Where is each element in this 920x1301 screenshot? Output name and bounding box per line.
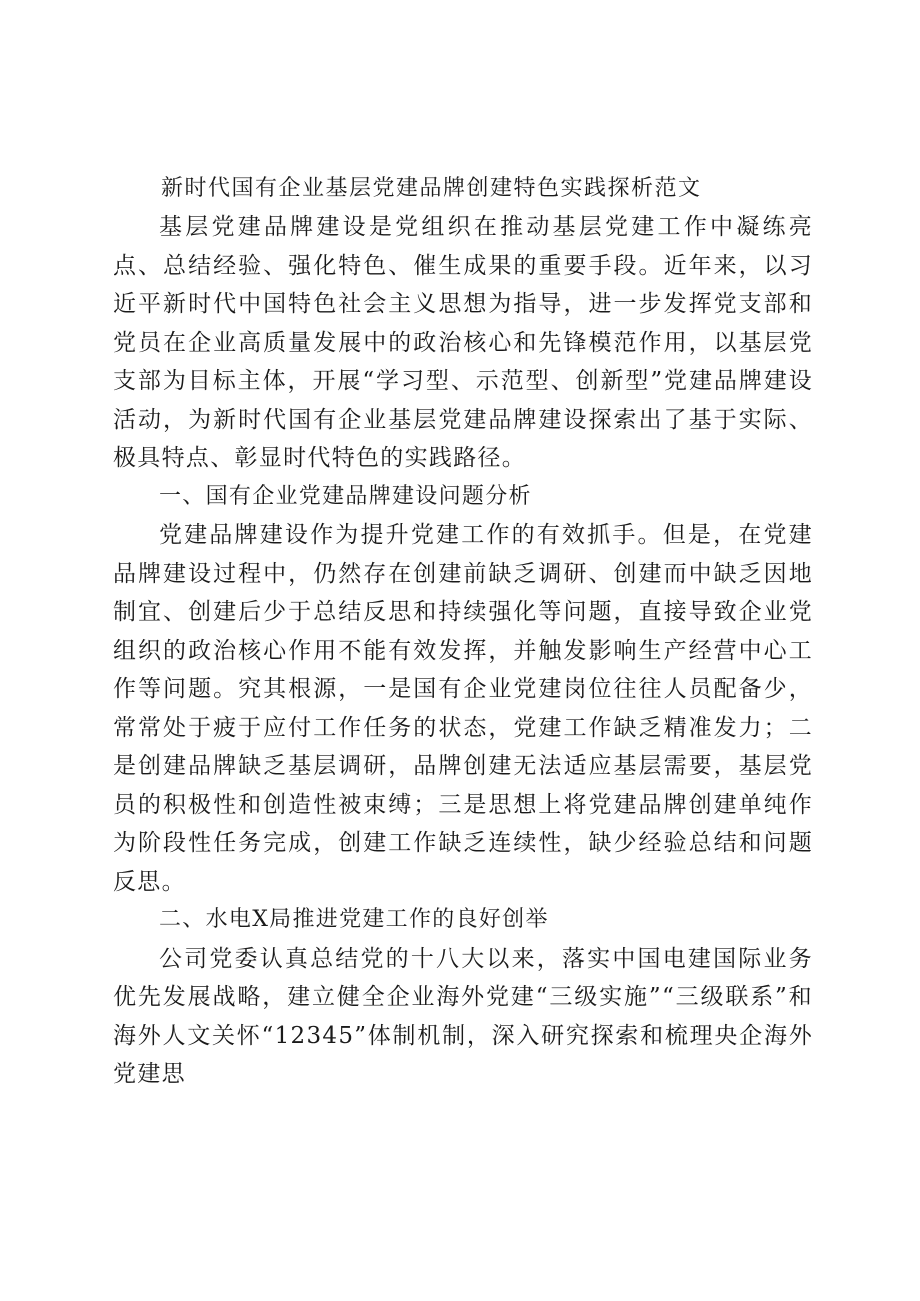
section-heading-2: 二、水电X局推进党建工作的良好创举 xyxy=(159,907,549,932)
document-title: 新时代国有企业基层党建品牌创建特色实践探析范文 xyxy=(161,176,702,201)
section-2-paragraph: 公司党委认真总结党的十八大以来，落实中国电建国际业务优先发展战略，建立健全企业海外党建“三级实施”“三级联系”和海外人文关怀“12345”体制机制，深入研究探索和梳理央企海外党建思 xyxy=(113,945,813,1087)
section-heading-1: 一、国有企业党建品牌建设问题分析 xyxy=(159,483,532,509)
section-1-paragraph: 党建品牌建设作为提升党建工作的有效抓手。但是，在党建品牌建设过程中，仍然存在创建前缺乏调研、创建而中缺乏因地制宜、创建后少于总结反思和持续强化等问题，直接导致企业党组织的政治核心作用不能有效发挥，并触发影响生产经营中心工作等问题。究其根源，一是国有企业党建岗位往往人员配备少，常常处于疲于应付工作任务的状态，党建工作缺乏精准发力；二是创建品牌缺乏基层调研，品牌创建无法适应基层需要，基层党员的积极性和创造性被束缚；三是思想上将党建品牌创建单纯作为阶段性任务完成，创建工作缺乏连续性，缺少经验总结和问题反思。 xyxy=(113,522,813,895)
document-page xyxy=(113,170,813,1094)
intro-paragraph: 基层党建品牌建设是党组织在推动基层党建工作中凝练亮点、总结经验、强化特色、催生成果的重要手段。近年来，以习近平新时代中国特色社会主义思想为指导，进一步发挥党支部和党员在企业高质量发展中的政治核心和先锋模范作用，以基层党支部为目标主体，开展“学习型、示范型、创新型”党建品牌建设活动，为新时代国有企业基层党建品牌建设探索出了基于实际、极具特点、彰显时代特色的实践路径。 xyxy=(113,214,813,471)
